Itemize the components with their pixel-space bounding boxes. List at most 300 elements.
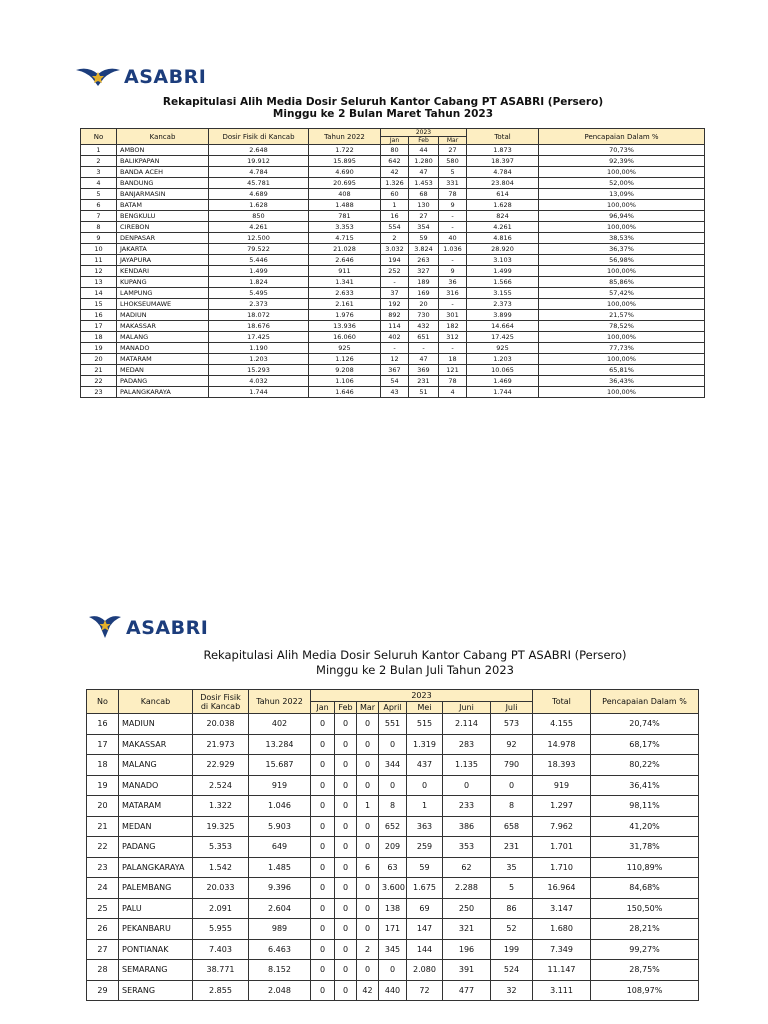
table-cell: 5.353 <box>193 837 249 858</box>
table-cell: 42 <box>381 167 409 178</box>
table-cell: 47 <box>409 167 439 178</box>
col-feb: Feb <box>409 137 439 145</box>
table-cell: MAKASSAR <box>119 734 193 755</box>
table-cell: 1.744 <box>467 387 539 398</box>
table-cell: - <box>409 343 439 354</box>
col-dosir: Dosir Fisik di Kancab <box>209 129 309 145</box>
table-row <box>81 156 705 167</box>
col-pencapaian: Pencapaian Dalam % <box>539 129 705 145</box>
table-cell: 1.036 <box>439 244 467 255</box>
table-cell: 353 <box>443 837 491 858</box>
table-cell: 147 <box>407 919 443 940</box>
table-cell: 5.903 <box>249 816 311 837</box>
table-cell: 9 <box>81 233 117 244</box>
table-cell: 78 <box>439 189 467 200</box>
table-cell: 7.403 <box>193 939 249 960</box>
table-cell: 2.855 <box>193 980 249 1001</box>
table-cell: 16 <box>87 714 119 735</box>
table-cell: 0 <box>335 939 357 960</box>
table-cell: 2.373 <box>209 299 309 310</box>
table-cell: MEDAN <box>119 816 193 837</box>
table-cell: 144 <box>407 939 443 960</box>
col-mar: Mar <box>439 137 467 145</box>
table-cell: 41,20% <box>591 816 699 837</box>
table-cell: 59 <box>409 233 439 244</box>
table-cell: 402 <box>381 332 409 343</box>
table-cell: 42 <box>357 980 379 1001</box>
table-cell: 38.771 <box>193 960 249 981</box>
table-cell: 43 <box>381 387 409 398</box>
table-cell: 0 <box>311 878 335 899</box>
table-cell: 31,78% <box>591 837 699 858</box>
table-cell: 0 <box>357 960 379 981</box>
table-cell: 38,53% <box>539 233 705 244</box>
table-cell: 231 <box>491 837 533 858</box>
table-cell: CIREBON <box>117 222 209 233</box>
table-cell: 1.646 <box>309 387 381 398</box>
table-cell: 551 <box>379 714 407 735</box>
table-cell: 0 <box>443 775 491 796</box>
table-cell: 22.929 <box>193 755 249 776</box>
table-cell: 192 <box>381 299 409 310</box>
table-cell: 20 <box>409 299 439 310</box>
table-cell: 79.522 <box>209 244 309 255</box>
table-cell: 1.203 <box>209 354 309 365</box>
table-cell: PEKANBARU <box>119 919 193 940</box>
col-tahun2022: Tahun 2022 <box>309 129 381 145</box>
table-cell: 26 <box>87 919 119 940</box>
col-dosir: Dosir Fisik di Kancab <box>193 690 249 714</box>
table-cell: 231 <box>409 376 439 387</box>
table-cell: 100,00% <box>539 222 705 233</box>
table-cell: 0 <box>491 775 533 796</box>
table-cell: MALANG <box>117 332 209 343</box>
table-cell: 16 <box>81 310 117 321</box>
table-row <box>81 255 705 266</box>
table-cell: 3.600 <box>379 878 407 899</box>
table-cell: 36,43% <box>539 376 705 387</box>
table-cell: 0 <box>335 919 357 940</box>
table-cell: 80,22% <box>591 755 699 776</box>
table-cell: 8 <box>81 222 117 233</box>
table-cell: MATARAM <box>119 796 193 817</box>
table-row <box>81 178 705 189</box>
table-cell: MALANG <box>119 755 193 776</box>
table-cell: 1 <box>381 200 409 211</box>
table-cell: 23.804 <box>467 178 539 189</box>
table-cell: 5 <box>491 878 533 899</box>
table-cell: 4.690 <box>309 167 381 178</box>
table-cell: 911 <box>309 266 381 277</box>
table-row <box>87 980 699 1001</box>
table-cell: - <box>439 255 467 266</box>
table-cell: 283 <box>443 734 491 755</box>
table-cell: 20.038 <box>193 714 249 735</box>
table-cell: 1.326 <box>381 178 409 189</box>
table-cell: 0 <box>311 898 335 919</box>
table-cell: 114 <box>381 321 409 332</box>
table-cell: 20 <box>81 354 117 365</box>
table-cell: BANDA ACEH <box>117 167 209 178</box>
table-cell: 0 <box>357 878 379 899</box>
table-cell: 23 <box>87 857 119 878</box>
table-cell: 0 <box>311 775 335 796</box>
table-cell: 7.349 <box>533 939 591 960</box>
table-cell: 54 <box>381 376 409 387</box>
table-cell: 2.114 <box>443 714 491 735</box>
table-cell: MANADO <box>119 775 193 796</box>
table-cell: 16.964 <box>533 878 591 899</box>
table-cell: 9 <box>439 200 467 211</box>
table-cell: 4.816 <box>467 233 539 244</box>
table-cell: 29 <box>87 980 119 1001</box>
table-cell: 138 <box>379 898 407 919</box>
table-row <box>81 299 705 310</box>
table-cell: 1.744 <box>209 387 309 398</box>
doc1-title-line1: Rekapitulasi Alih Media Dosir Seluruh Kantor Cabang PT ASABRI (Persero) <box>162 96 604 108</box>
table-row <box>81 277 705 288</box>
table-cell: 0 <box>335 755 357 776</box>
table-cell: 1.322 <box>193 796 249 817</box>
table-cell: 3.032 <box>381 244 409 255</box>
table-cell: 331 <box>439 178 467 189</box>
logo-wordmark: ASABRI <box>126 617 209 639</box>
table-cell: 17.425 <box>209 332 309 343</box>
table-cell: 0 <box>335 775 357 796</box>
table-cell: PALANGKARAYA <box>117 387 209 398</box>
table-cell: 10.065 <box>467 365 539 376</box>
table-cell: SERANG <box>119 980 193 1001</box>
table-cell: 0 <box>311 816 335 837</box>
table-cell: 1.126 <box>309 354 381 365</box>
table-cell: 0 <box>311 714 335 735</box>
table-cell: 0 <box>335 796 357 817</box>
table-row <box>87 816 699 837</box>
table-cell: 658 <box>491 816 533 837</box>
table-cell: 56,98% <box>539 255 705 266</box>
col-juli: Juli <box>491 702 533 714</box>
table-cell: AMBON <box>117 145 209 156</box>
table-cell: 110,89% <box>591 857 699 878</box>
table-cell: 477 <box>443 980 491 1001</box>
table-cell: 440 <box>379 980 407 1001</box>
table-cell: 4.155 <box>533 714 591 735</box>
table-cell: 1.722 <box>309 145 381 156</box>
table-cell: 0 <box>335 714 357 735</box>
table-cell: 21.028 <box>309 244 381 255</box>
table-cell: 1.675 <box>407 878 443 899</box>
table-cell: 1.135 <box>443 755 491 776</box>
table-cell: 0 <box>379 734 407 755</box>
table-cell: 27 <box>409 211 439 222</box>
table-cell: 367 <box>381 365 409 376</box>
table-cell: 2.524 <box>193 775 249 796</box>
table-cell: 182 <box>439 321 467 332</box>
table-row <box>81 222 705 233</box>
table-cell: 2 <box>381 233 409 244</box>
table-cell: 0 <box>311 980 335 1001</box>
table-cell: 7 <box>81 211 117 222</box>
table-cell: 6 <box>357 857 379 878</box>
table-cell: 18.676 <box>209 321 309 332</box>
table-cell: 100,00% <box>539 200 705 211</box>
table-cell: PONTIANAK <box>119 939 193 960</box>
table-cell: 70,73% <box>539 145 705 156</box>
table-cell: 77,73% <box>539 343 705 354</box>
table-cell: 100,00% <box>539 167 705 178</box>
table-cell: 3.147 <box>533 898 591 919</box>
table-cell: 524 <box>491 960 533 981</box>
table-cell: 52 <box>491 919 533 940</box>
table-cell: - <box>439 211 467 222</box>
table-cell: 0 <box>311 755 335 776</box>
table-cell: 4 <box>81 178 117 189</box>
table-cell: 1.046 <box>249 796 311 817</box>
table-cell: 8 <box>491 796 533 817</box>
table-row <box>87 796 699 817</box>
table-cell: 100,00% <box>539 299 705 310</box>
col-mei: Mei <box>407 702 443 714</box>
table-cell: MATARAM <box>117 354 209 365</box>
table-cell: 580 <box>439 156 467 167</box>
table-cell: 344 <box>379 755 407 776</box>
table-cell: 0 <box>407 775 443 796</box>
table-cell: 2.633 <box>309 288 381 299</box>
logo-wordmark: ASABRI <box>124 66 207 88</box>
table-cell: MADIUN <box>117 310 209 321</box>
table-cell: KENDARI <box>117 266 209 277</box>
table-cell: MEDAN <box>117 365 209 376</box>
table-cell: 925 <box>467 343 539 354</box>
table-cell: 108,97% <box>591 980 699 1001</box>
table-cell: 21 <box>81 365 117 376</box>
doc2-title-line1: Rekapitulasi Alih Media Dosir Seluruh Kantor Cabang PT ASABRI (Persero) <box>203 648 627 662</box>
table-cell: 92 <box>491 734 533 755</box>
table-cell: 28.920 <box>467 244 539 255</box>
table-row <box>81 387 705 398</box>
table-cell: - <box>439 222 467 233</box>
table-cell: 4 <box>439 387 467 398</box>
table-cell: 35 <box>491 857 533 878</box>
table-row <box>81 288 705 299</box>
col-total: Total <box>467 129 539 145</box>
col-pencapaian: Pencapaian Dalam % <box>591 690 699 714</box>
table-cell: 20.695 <box>309 178 381 189</box>
table-cell: 850 <box>209 211 309 222</box>
table-cell: 19.912 <box>209 156 309 167</box>
table-cell: 19.325 <box>193 816 249 837</box>
table-cell: 0 <box>357 734 379 755</box>
table-cell: 8 <box>379 796 407 817</box>
doc1-table <box>80 128 705 398</box>
table-cell: 790 <box>491 755 533 776</box>
table-cell: 1.701 <box>533 837 591 858</box>
table-cell: 18 <box>87 755 119 776</box>
table-row <box>81 354 705 365</box>
table-cell: 781 <box>309 211 381 222</box>
table-cell: 17 <box>81 321 117 332</box>
table-row <box>87 734 699 755</box>
table-cell: 78,52% <box>539 321 705 332</box>
table-cell: 1.873 <box>467 145 539 156</box>
table-cell: 1.469 <box>467 376 539 387</box>
table-cell: BATAM <box>117 200 209 211</box>
table-row <box>81 145 705 156</box>
table-cell: 11.147 <box>533 960 591 981</box>
table-cell: 1.203 <box>467 354 539 365</box>
table-cell: 22 <box>81 376 117 387</box>
table-row <box>81 310 705 321</box>
table-cell: 0 <box>335 898 357 919</box>
table-cell: 16 <box>381 211 409 222</box>
table-cell: 5.955 <box>193 919 249 940</box>
table-cell: 16.060 <box>309 332 381 343</box>
table-cell: 85,86% <box>539 277 705 288</box>
table-row <box>87 898 699 919</box>
table-cell: 0 <box>379 775 407 796</box>
table-cell: 1.542 <box>193 857 249 878</box>
table-cell: 1 <box>357 796 379 817</box>
table-cell: 14 <box>81 288 117 299</box>
table-cell: 37 <box>381 288 409 299</box>
table-cell: 0 <box>379 960 407 981</box>
table-cell: BALIKPAPAN <box>117 156 209 167</box>
table-cell: 0 <box>335 816 357 837</box>
table-cell: 194 <box>381 255 409 266</box>
table-cell: 0 <box>357 837 379 858</box>
table-cell: 21,57% <box>539 310 705 321</box>
table-cell: 92,39% <box>539 156 705 167</box>
table-cell: 1.976 <box>309 310 381 321</box>
table-row <box>87 837 699 858</box>
table-cell: 1.710 <box>533 857 591 878</box>
table-cell: 1.499 <box>209 266 309 277</box>
table-cell: 5 <box>439 167 467 178</box>
table-cell: 321 <box>443 919 491 940</box>
asabri-logo <box>88 612 208 644</box>
col-mar: Mar <box>357 702 379 714</box>
table-cell: 919 <box>249 775 311 796</box>
table-cell: 1.628 <box>209 200 309 211</box>
table-cell: 27 <box>439 145 467 156</box>
table-cell: 3 <box>81 167 117 178</box>
table-cell: 925 <box>309 343 381 354</box>
table-cell: MADIUN <box>119 714 193 735</box>
table-cell: 15.293 <box>209 365 309 376</box>
table-cell: 63 <box>379 857 407 878</box>
table-cell: 3.103 <box>467 255 539 266</box>
table-cell: 0 <box>335 980 357 1001</box>
table-row <box>81 365 705 376</box>
table-cell: 408 <box>309 189 381 200</box>
table-cell: 2.288 <box>443 878 491 899</box>
table-cell: 15 <box>81 299 117 310</box>
table-cell: 9 <box>439 266 467 277</box>
table-cell: 2.646 <box>309 255 381 266</box>
table-cell: 3.899 <box>467 310 539 321</box>
table-cell: 1.566 <box>467 277 539 288</box>
table-cell: 437 <box>407 755 443 776</box>
table-cell: 36,37% <box>539 244 705 255</box>
table-cell: 24 <box>87 878 119 899</box>
table-cell: 9.396 <box>249 878 311 899</box>
table-cell: 0 <box>357 775 379 796</box>
table-cell: 100,00% <box>539 354 705 365</box>
table-cell: 169 <box>409 288 439 299</box>
table-row <box>81 321 705 332</box>
table-cell: 1.680 <box>533 919 591 940</box>
table-cell: 78 <box>439 376 467 387</box>
table-cell: 2.091 <box>193 898 249 919</box>
table-cell: 1.499 <box>467 266 539 277</box>
table-cell: 2.648 <box>209 145 309 156</box>
table-cell: 12 <box>81 266 117 277</box>
table-cell: 3.155 <box>467 288 539 299</box>
table-cell: 36,41% <box>591 775 699 796</box>
table-cell: 4.784 <box>467 167 539 178</box>
table-cell: 892 <box>381 310 409 321</box>
table-cell: 2.161 <box>309 299 381 310</box>
table-cell: 20.033 <box>193 878 249 899</box>
table-cell: 1.341 <box>309 277 381 288</box>
table-cell: 4.261 <box>467 222 539 233</box>
table-cell: 5.495 <box>209 288 309 299</box>
table-cell: 1 <box>407 796 443 817</box>
table-cell: JAYAPURA <box>117 255 209 266</box>
table-cell: 130 <box>409 200 439 211</box>
table-cell: 3.353 <box>309 222 381 233</box>
table-cell: 1.485 <box>249 857 311 878</box>
table-cell: 4.689 <box>209 189 309 200</box>
table-cell: 99,27% <box>591 939 699 960</box>
col-kancab: Kancab <box>117 129 209 145</box>
table-cell: 189 <box>409 277 439 288</box>
table-cell: 9.208 <box>309 365 381 376</box>
table-cell: 0 <box>357 919 379 940</box>
table-cell: 0 <box>311 939 335 960</box>
table-cell: 60 <box>381 189 409 200</box>
table-row <box>87 878 699 899</box>
col-tahun2022: Tahun 2022 <box>249 690 311 714</box>
table-cell: 45.781 <box>209 178 309 189</box>
table-cell: 345 <box>379 939 407 960</box>
table-cell: PADANG <box>117 376 209 387</box>
table-cell: 642 <box>381 156 409 167</box>
table-cell: 1.319 <box>407 734 443 755</box>
table-cell: 20 <box>87 796 119 817</box>
table-cell: 1.280 <box>409 156 439 167</box>
table-row <box>81 233 705 244</box>
table-cell: 1 <box>81 145 117 156</box>
table-cell: - <box>439 343 467 354</box>
table-cell: 27 <box>87 939 119 960</box>
table-cell: 3.824 <box>409 244 439 255</box>
table-cell: 919 <box>533 775 591 796</box>
table-cell: 354 <box>409 222 439 233</box>
table-cell: 68 <box>409 189 439 200</box>
doc2-title-line2: Minggu ke 2 Bulan Juli Tahun 2023 <box>316 663 514 677</box>
table-cell: 2.604 <box>249 898 311 919</box>
table-cell: 65,81% <box>539 365 705 376</box>
table-cell: 252 <box>381 266 409 277</box>
table-cell: 1.190 <box>209 343 309 354</box>
table-cell: 824 <box>467 211 539 222</box>
table-cell: 4.784 <box>209 167 309 178</box>
col-juni: Juni <box>443 702 491 714</box>
table-cell: 0 <box>335 960 357 981</box>
table-cell: 171 <box>379 919 407 940</box>
table-cell: 6.463 <box>249 939 311 960</box>
